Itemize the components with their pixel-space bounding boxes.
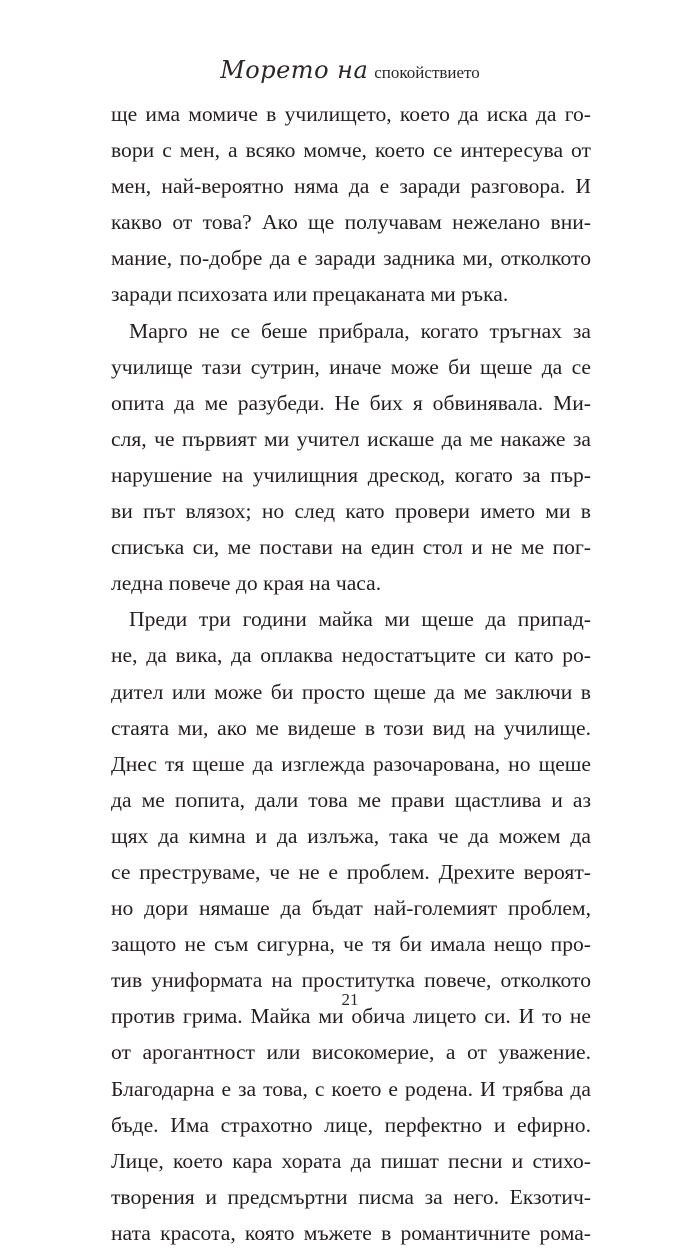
text-line: дител или може би просто щеше да ме заключи в bbox=[111, 679, 591, 704]
header-title-plain: спокойствието bbox=[374, 63, 480, 82]
text-line: защото не съм сигурна, че тя би имала нещо про- bbox=[111, 932, 591, 957]
text-line: стаята ми, ако ме видеше в този вид на училище. bbox=[111, 715, 591, 740]
text-line: опита да ме разубеди. Не бих я обвинявала. Ми- bbox=[111, 390, 591, 415]
text-line: вори с мен, а всяко момче, което се интересува от bbox=[111, 138, 591, 163]
text-line: списъка си, ме постави на един стол и не ме пог- bbox=[111, 535, 591, 560]
text-line: нарушение на училищния дрескод, когато за пър- bbox=[111, 462, 591, 487]
text-line: щях да кимна и да излъжа, така че да можем да bbox=[111, 823, 591, 848]
text-line: сля, че първият ми учител искаше да ме накаже за bbox=[111, 426, 591, 451]
text-line: но дори нямаше да бъдат най-големият проблем, bbox=[111, 896, 591, 921]
text-line: ще има момиче в училището, което да иска да го- bbox=[111, 102, 591, 126]
text-line: се преструваме, че не е проблем. Дрехите вероят- bbox=[111, 859, 591, 884]
text-line: тив униформата на проститутка повече, отколкото bbox=[111, 968, 591, 993]
text-line-paragraph-start: Марго не се беше прибрала, когато тръгнах за bbox=[129, 318, 591, 343]
text-line: заради психозата или прецаканата ми ръка. bbox=[111, 282, 509, 307]
text-line: Благодарна е за това, с което е родена. И трябва да bbox=[111, 1076, 591, 1101]
text-line: творения и предсмъртни писма за него. Екзотич- bbox=[111, 1184, 591, 1209]
running-header bbox=[0, 56, 700, 84]
text-line: ната красота, която мъжете в романтичните рома- bbox=[111, 1220, 591, 1245]
body-text bbox=[111, 96, 591, 1251]
text-line: Лице, което кара хората да пишат песни и стихо- bbox=[111, 1148, 591, 1173]
text-line: ви път влязох; но след като провери името ми в bbox=[111, 499, 591, 524]
text-line: ледна повече до края на часа. bbox=[111, 571, 382, 596]
text-line: да ме попита, дали това ме прави щастлива и аз bbox=[111, 787, 591, 812]
text-line-paragraph-start: Преди три години майка ми щеше да припад- bbox=[129, 607, 591, 632]
text-line: мен, най-вероятно няма да е заради разговора. И bbox=[111, 174, 591, 199]
text-line: против грима. Майка ми обича лицето си. И то не bbox=[111, 1004, 591, 1029]
header-title-script: Морето на bbox=[220, 56, 369, 84]
text-line: бъде. Има страхотно лице, перфектно и ефирно. bbox=[111, 1112, 591, 1137]
page-number: 21 bbox=[341, 990, 359, 1009]
text-line: от арогантност или високомерие, а от уважение. bbox=[111, 1040, 591, 1065]
text-line: училище тази сутрин, иначе може би щеше да се bbox=[111, 354, 591, 379]
text-line: какво от това? Ако ще получавам нежелано вни- bbox=[111, 210, 591, 235]
text-line: Днес тя щеше да изглежда разочарована, но щеше bbox=[111, 751, 591, 776]
text-line: мание, по-добре да е заради задника ми, отколкото bbox=[111, 246, 591, 271]
text-line: не, да вика, да оплаква недостатъците си като ро- bbox=[111, 643, 591, 668]
